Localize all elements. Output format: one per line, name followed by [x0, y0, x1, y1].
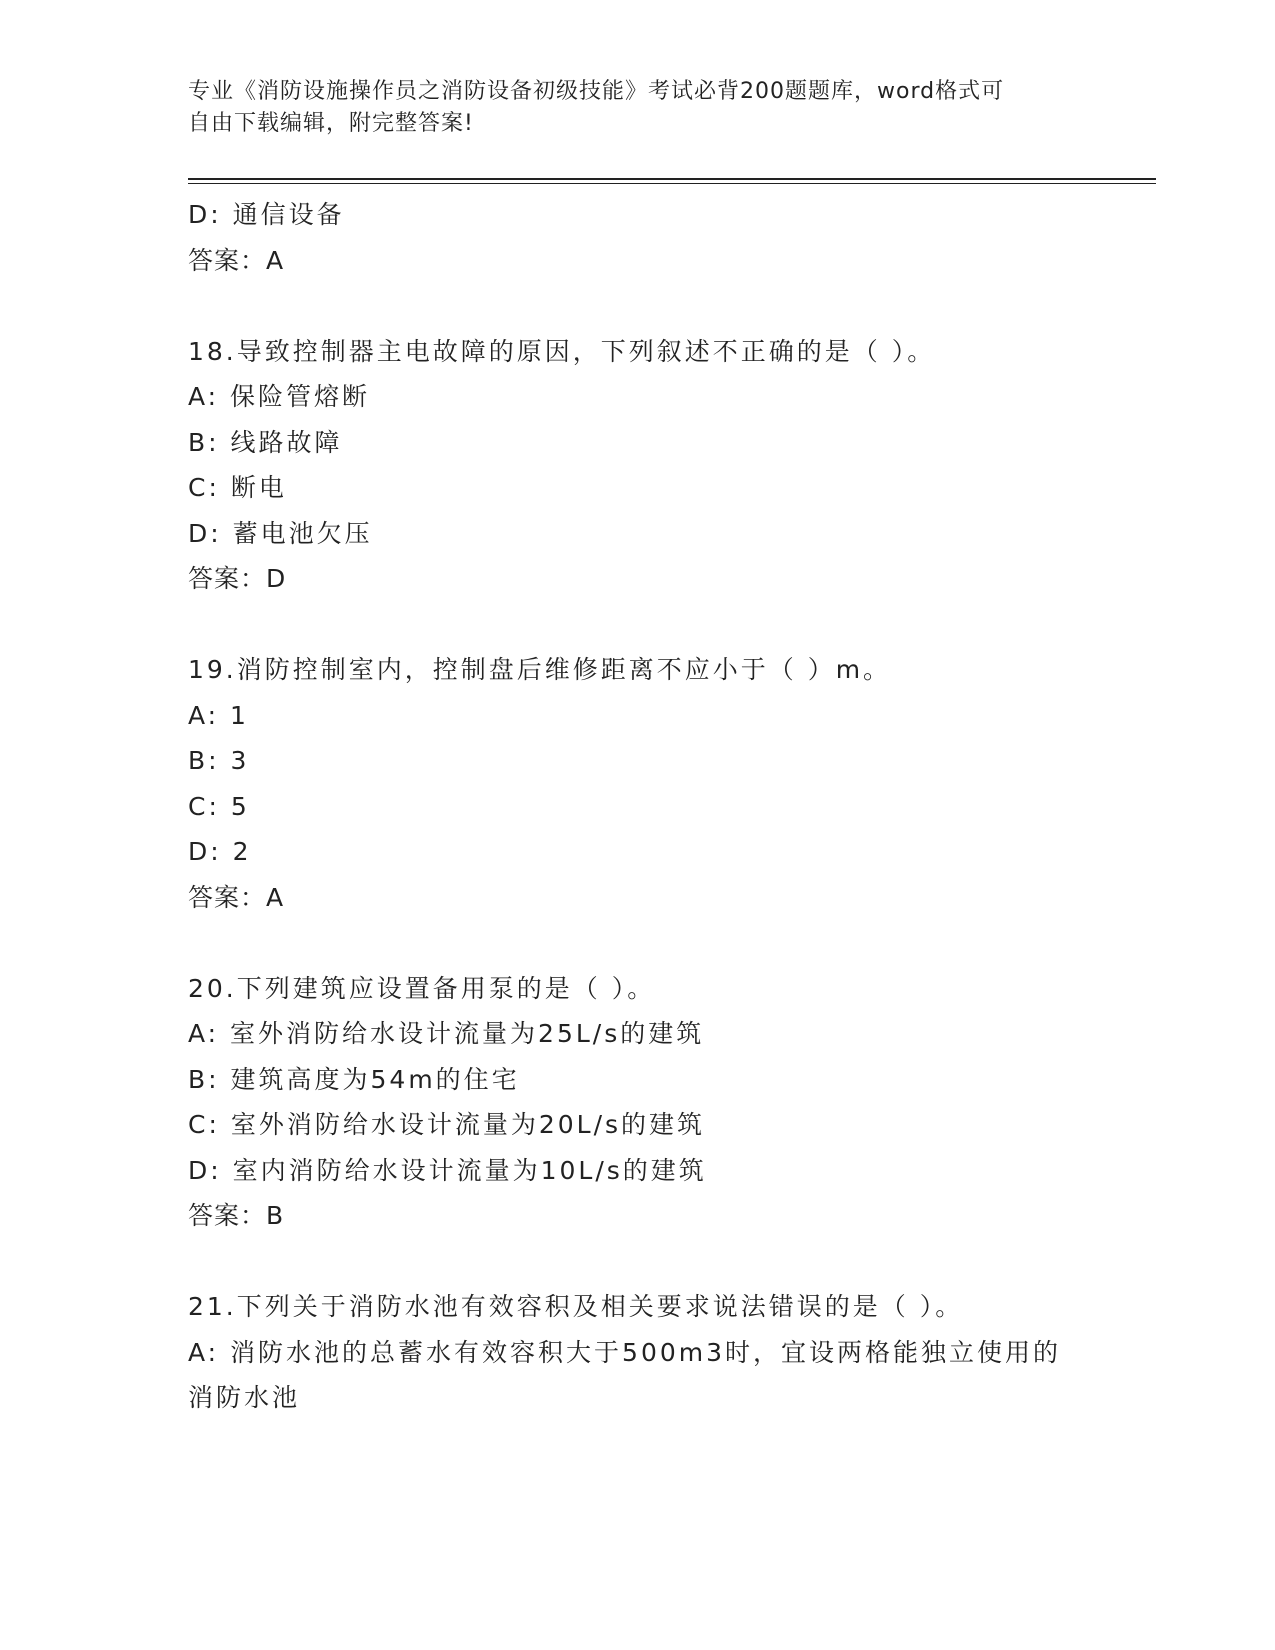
q18-option-c: C: 断电 [188, 473, 287, 502]
q19-option-a: A: 1 [188, 700, 249, 730]
spacer [188, 920, 1088, 966]
q20-stem: 20.下列建筑应设置备用泵的是（ ）。 [188, 973, 656, 1003]
spacer [188, 602, 1088, 648]
q18-stem: 18.导致控制器主电故障的原因，下列叙述不正确的是（ ）。 [188, 336, 936, 366]
spacer [188, 1239, 1088, 1285]
q21-option-a-line-1: A: 消防水池的总蓄水有效容积大于500m3时，宜设两格能独立使用的 [188, 1337, 1062, 1367]
header-rule-thin [188, 183, 1156, 184]
q20-option-c: C: 室外消防给水设计流量为20L/s的建筑 [188, 1110, 706, 1139]
q19-option-d: D: 2 [188, 837, 252, 866]
q18-option-d: D: 蓄电池欠压 [188, 518, 373, 548]
q18-option-a: A: 保险管熔断 [188, 382, 371, 411]
header-line-2: 自由下载编辑，附完整答案! [188, 111, 474, 136]
q21-stem: 21.下列关于消防水池有效容积及相关要求说法错误的是（ ）。 [188, 1292, 964, 1321]
q19-option-b: B: 3 [188, 746, 250, 775]
page-header [188, 76, 1068, 140]
question-content [188, 192, 1088, 1421]
header-rule-thick [188, 178, 1156, 180]
q17-answer: 答案：A [188, 245, 285, 275]
header-line-1: 专业《消防设施操作员之消防设备初级技能》考试必背200题题库，word格式可 [188, 79, 1005, 104]
q19-option-c: C: 5 [188, 791, 250, 821]
q18-option-b: B: 线路故障 [188, 427, 343, 457]
q17-option-d: D: 通信设备 [188, 200, 345, 229]
q19-answer: 答案：A [188, 882, 285, 912]
q20-answer: 答案：B [188, 1201, 285, 1230]
q21-option-a-line-2: 消防水池 [188, 1383, 301, 1412]
spacer [188, 283, 1088, 329]
q20-option-b: B: 建筑高度为54m的住宅 [188, 1064, 520, 1094]
q20-option-a: A: 室外消防给水设计流量为25L/s的建筑 [188, 1019, 705, 1048]
q18-answer: 答案：D [188, 564, 287, 593]
q19-stem: 19.消防控制室内，控制盘后维修距离不应小于（ ）m。 [188, 655, 892, 684]
q20-option-d: D: 室内消防给水设计流量为10L/s的建筑 [188, 1155, 707, 1185]
